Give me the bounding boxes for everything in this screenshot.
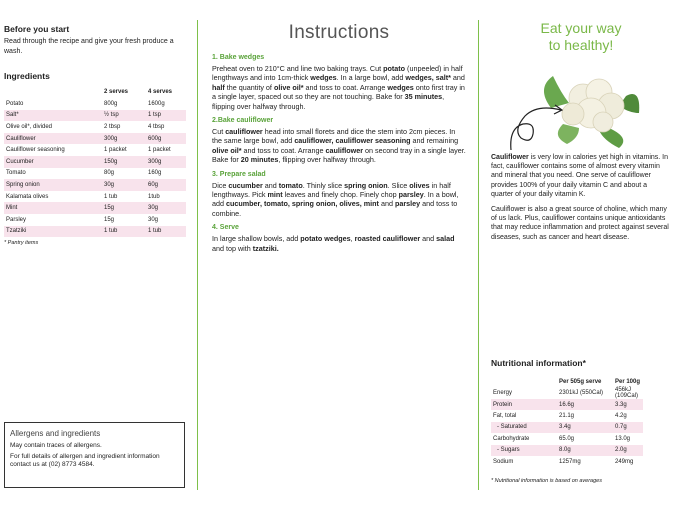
nutrient-name: Sodium: [493, 458, 514, 465]
ingredient-2-serves: 1 tub: [104, 193, 118, 200]
nutrition-note: * Nutritional information is based on averages: [491, 478, 602, 484]
leaf-icon: [558, 124, 579, 144]
step-text: In large shallow bowls, add potato wedges, roasted cauliflower and salad and top with tzatziki.: [212, 234, 455, 253]
nutrition-header-row: [491, 376, 643, 387]
health-column: [491, 0, 671, 484]
nutrient-name: Energy: [493, 390, 513, 396]
ingredient-name: Mint: [4, 202, 102, 214]
nutrition-col-name: [491, 376, 557, 387]
ingredient-row: [4, 121, 186, 133]
tagline-line-2: to healthy!: [548, 37, 614, 53]
nutrient-name: - Saturated: [491, 422, 557, 433]
ingredients-col-2-serves: 2 serves: [104, 88, 129, 95]
nutrition-row: [491, 433, 643, 444]
ingredient-row: [4, 110, 186, 122]
ingredient-2-serves: 15g: [104, 216, 115, 223]
ingredient-2-serves: 150g: [102, 156, 146, 168]
instructions-column: [212, 0, 466, 257]
allergen-line-1: May contain traces of allergens.: [10, 442, 102, 449]
nutrient-per-serve: 1257mg: [559, 458, 581, 465]
ingredient-name: Parsley: [6, 216, 27, 223]
nutrition-row: [491, 410, 643, 421]
nutrient-per-serve: 3.4g: [557, 422, 613, 433]
ingredient-2-serves: 15g: [102, 202, 146, 214]
ingredient-name: Tzatziki: [4, 226, 102, 238]
cauliflower-illustration: [491, 58, 671, 153]
allergen-title: Allergens and ingredients: [10, 429, 101, 438]
step-text: Cut cauliflower head into small florets and dice the stem into 2cm pieces. In the same large bowl, add cauliflower, cauliflower seasoning and remaining olive oil* and toss to coat. Arrange cauliflower on second tray in a single layer. Bake for 20 minutes, flipping over halfway through.: [212, 127, 466, 165]
ingredients-heading: Ingredients: [4, 71, 50, 81]
allergen-box: [4, 422, 185, 488]
ingredient-2-serves: 2 tbsp: [104, 123, 121, 130]
ingredient-4-serves: 30g: [148, 216, 159, 223]
ingredient-4-serves: 60g: [146, 179, 186, 191]
nutrition-row: [491, 387, 643, 399]
nutrient-name: Carbohydrate: [493, 435, 530, 442]
nutrition-col-100g: Per 100g: [615, 378, 641, 385]
nutrient-per-100g: 2.0g: [613, 445, 643, 456]
ingredient-4-serves: 1 tub: [146, 226, 186, 238]
ingredient-row: [4, 144, 186, 156]
nutrient-per-100g: 4.2g: [615, 413, 627, 420]
step-heading: 1. Bake wedges: [212, 54, 265, 61]
ingredient-row: [4, 226, 186, 238]
nutrient-per-100g: 13.0g: [615, 435, 631, 442]
ingredient-name: Spring onion: [4, 179, 102, 191]
step-text: Dice cucumber and tomato. Thinly slice spring onion. Slice olives in half lengthways. Pick mint leaves and finely chop. Finely chop parsley. In a bowl, add cucumber, tomato, spring onion, olives, mint and parsley and toss to combine.: [212, 180, 459, 218]
ingredient-4-serves: 600g: [146, 133, 186, 145]
ingredient-4-serves: 1600g: [148, 100, 165, 107]
tagline-line-1: Eat your way: [540, 20, 622, 36]
before-you-start-text: Read through the recipe and give your fresh produce a wash.: [4, 38, 174, 55]
step-text: Preheat oven to 210°C and line two baking trays. Cut potato (unpeeled) in half lengthways and into 1cm-thick wedges. In a large bowl, add wedges, salt* and half the quantity of olive oil* and toss to coat. Arrange wedges onto first tray in a single layer, spaced out so they are not touching. Bake for 35 minutes, flipping over halfway through.: [212, 64, 465, 111]
nutrition-row: [491, 422, 643, 433]
ingredient-2-serves: 30g: [102, 179, 146, 191]
nutrient-name: Fat, total: [493, 413, 517, 420]
ingredient-4-serves: 300g: [146, 156, 186, 168]
ingredient-2-serves: 800g: [104, 100, 118, 107]
ingredient-2-serves: 300g: [102, 133, 146, 145]
ingredient-4-serves: 1tub: [148, 193, 160, 200]
nutrient-per-serve: 16.6g: [557, 399, 613, 410]
nutrition-col-serve: Per 505g serve: [559, 378, 602, 385]
cauliflower-paragraph-2: Cauliflower is also a great source of choline, which many of us lack. Plus, cauliflower contains unique antioxidants that may reduce inflammation and protect against several diseases, such as cancer and heart disease.: [491, 206, 669, 241]
nutrition-table: [491, 376, 643, 467]
ingredient-row: [4, 156, 186, 168]
nutrition-row: [491, 445, 643, 456]
ingredients-col-name: [4, 85, 102, 98]
ingredient-row: [4, 98, 186, 110]
ingredient-name: Cauliflower seasoning: [6, 147, 65, 154]
before-you-start-heading: Before you start: [4, 24, 70, 34]
cauliflower-icon: [491, 58, 671, 153]
ingredient-name: Cauliflower: [4, 133, 102, 145]
ingredient-name: Potato: [6, 100, 24, 107]
ingredients-header-row: [4, 85, 186, 98]
ingredient-name: Salt*: [4, 110, 102, 122]
ingredient-name: Cucumber: [4, 156, 102, 168]
left-column: [4, 0, 190, 246]
column-divider-right: [478, 20, 479, 490]
nutrition-row: [491, 456, 643, 467]
ingredient-row: [4, 202, 186, 214]
step-heading: 4. Serve: [212, 224, 239, 232]
nutrient-name: Protein: [491, 399, 557, 410]
nutrient-per-100g: 456kJ (109Cal): [615, 387, 639, 399]
ingredient-4-serves: 30g: [146, 202, 186, 214]
ingredient-2-serves: 1 tub: [102, 226, 146, 238]
nutrient-name: - Sugars: [491, 445, 557, 456]
nutrition-heading: Nutritional information*: [491, 358, 586, 368]
nutrient-per-serve: 65.0g: [559, 435, 575, 442]
leaf-icon: [544, 76, 569, 108]
allergen-line-2: For full details of allergen and ingredient information contact us at (02) 8773 4584.: [10, 453, 160, 468]
column-divider-left: [197, 20, 198, 490]
cauliflower-paragraph-1: Cauliflower is very low in calories yet high in vitamins. In fact, cauliflower contains some of almost every vitamin and mineral that you need. One serve of cauliflower provides 100% of your daily vitamin C and about a quarter of your daily vitamin K.: [491, 154, 669, 198]
nutrient-per-100g: 0.7g: [613, 422, 643, 433]
ingredient-row: [4, 214, 186, 226]
ingredients-table: [4, 85, 186, 237]
nutrient-per-100g: 3.3g: [613, 399, 643, 410]
nutrition-row: [491, 399, 643, 410]
ingredient-row: [4, 168, 186, 180]
ingredient-4-serves: 1 packet: [148, 147, 171, 154]
ingredient-row: [4, 179, 186, 191]
tagline: [491, 20, 671, 54]
ingredient-4-serves: 4 tbsp: [148, 123, 165, 130]
nutrient-per-serve: 8.0g: [557, 445, 613, 456]
ingredient-name: Kalamata olives: [6, 193, 49, 200]
ingredient-row: [4, 191, 186, 203]
ingredients-col-4-serves: 4 serves: [148, 88, 173, 95]
instructions-title: Instructions: [288, 22, 390, 43]
ingredient-4-serves: 160g: [148, 170, 162, 177]
ingredient-2-serves: ½ tsp: [102, 110, 146, 122]
nutrient-per-serve: 2301kJ (550Cal): [559, 390, 604, 396]
ingredient-name: Olive oil*, divided: [6, 123, 53, 130]
ingredient-2-serves: 1 packet: [104, 147, 127, 154]
nutrient-per-100g: 249mg: [615, 458, 634, 465]
ingredient-row: [4, 133, 186, 145]
ingredient-2-serves: 80g: [104, 170, 115, 177]
arrow-icon: [511, 108, 561, 150]
step-heading: 2.Bake cauliflower: [212, 117, 274, 125]
step-heading: 3. Prepare salad: [212, 170, 266, 178]
pantry-note: * Pantry items: [4, 240, 39, 247]
ingredient-name: Tomato: [6, 170, 26, 177]
ingredient-4-serves: 1 tsp: [146, 110, 186, 122]
nutrient-per-serve: 21.1g: [559, 413, 575, 420]
